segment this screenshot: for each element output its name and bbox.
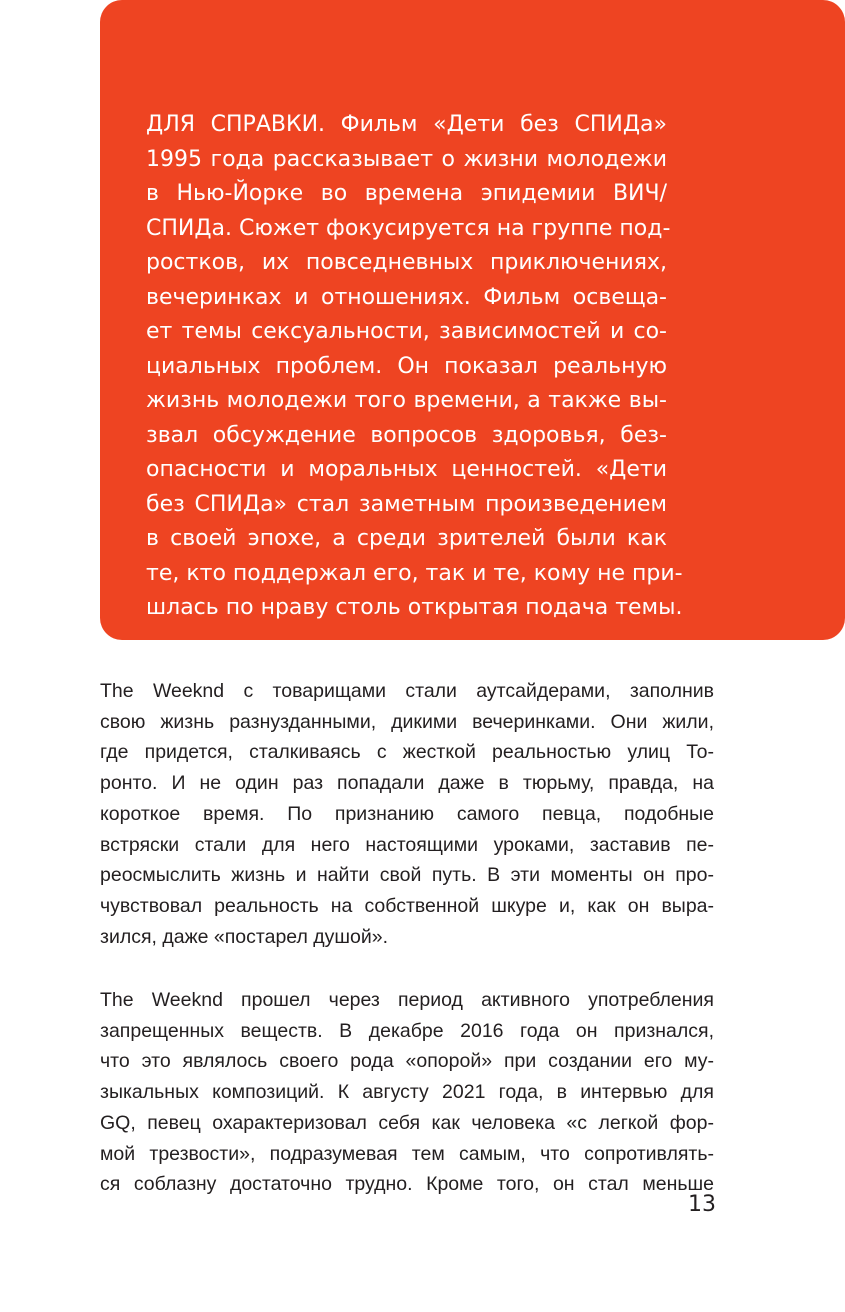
reference-note-line: шлась по нраву столь открытая подача темы.	[146, 595, 683, 620]
paragraph-line: ронто. И не один раз попадали даже в тюрьму, правда, на	[100, 772, 714, 795]
paragraph-line: The Weeknd прошел через период активного употребления	[100, 989, 714, 1011]
paragraph-line: зился, даже «постарел душой».	[100, 925, 389, 948]
paragraph-line: The Weeknd с товарищами стали аутсайдерами, заполнив	[100, 680, 714, 702]
paragraph-line: встряски стали для него настоящими уроками, заставив пе-	[100, 833, 714, 856]
paragraph-line: чувствовал реальность на собственной шкуре и, как он выра-	[100, 894, 714, 917]
paragraph-line: где придется, сталкиваясь с жесткой реальностью улиц То-	[100, 741, 714, 764]
paragraph-line: короткое время. По признанию самого певца, подобные	[100, 802, 714, 825]
reference-note-line: жизнь молодежи того времени, а также вы-	[146, 388, 667, 413]
paragraph-line: что это являлось своего рода «опорой» при создании его му-	[100, 1050, 714, 1073]
paragraph-line: мой трезвости», подразумевая тем самым, что сопротивлять-	[100, 1142, 714, 1165]
reference-note-line: в Нью-Йорке во времена эпидемии ВИЧ/	[146, 181, 667, 206]
reference-note-line: циальных проблем. Он показал реальную	[146, 353, 667, 379]
page-number: 13	[688, 1192, 716, 1217]
reference-note	[146, 108, 683, 626]
paragraph-line: запрещенных веществ. В декабре 2016 года он признался,	[100, 1019, 714, 1042]
reference-note-line: без СПИДа» стал заметным произведением	[146, 491, 667, 517]
paragraph-line: свою жизнь разнузданными, дикими вечеринками. Они жили,	[100, 710, 714, 733]
reference-note-line: звал обсуждение вопросов здоровья, без-	[146, 422, 667, 448]
reference-note-line: ет темы сексуальности, зависимостей и со-	[146, 319, 667, 344]
paragraph-line: зыкальных композиций. К августу 2021 года, в интервью для	[100, 1081, 714, 1104]
body-paragraph-1	[100, 676, 714, 952]
reference-note-line: те, кто поддержал его, так и те, кому не при-	[146, 560, 683, 586]
reference-note-line: ростков, их повседневных приключениях,	[146, 250, 667, 275]
paragraph-line: ся соблазну достаточно трудно. Кроме того, он стал меньше	[100, 1173, 714, 1196]
reference-note-line: ДЛЯ СПРАВКИ. Фильм «Дети без СПИДа»	[146, 112, 667, 137]
reference-note-line: 1995 года рассказывает о жизни молодежи	[146, 146, 667, 172]
body-paragraph-2	[100, 985, 714, 1200]
paragraph-line: GQ, певец охарактеризовал себя как человека «с легкой фор-	[100, 1111, 714, 1134]
reference-note-line: опасности и моральных ценностей. «Дети	[146, 457, 667, 482]
reference-note-line: вечеринках и отношениях. Фильм освеща-	[146, 284, 667, 310]
reference-note-line: в своей эпохе, а среди зрителей были как	[146, 526, 667, 551]
paragraph-line: реосмыслить жизнь и найти свой путь. В эти моменты он про-	[100, 864, 714, 887]
reference-note-line: СПИДа. Сюжет фокусируется на группе под-	[146, 215, 671, 241]
